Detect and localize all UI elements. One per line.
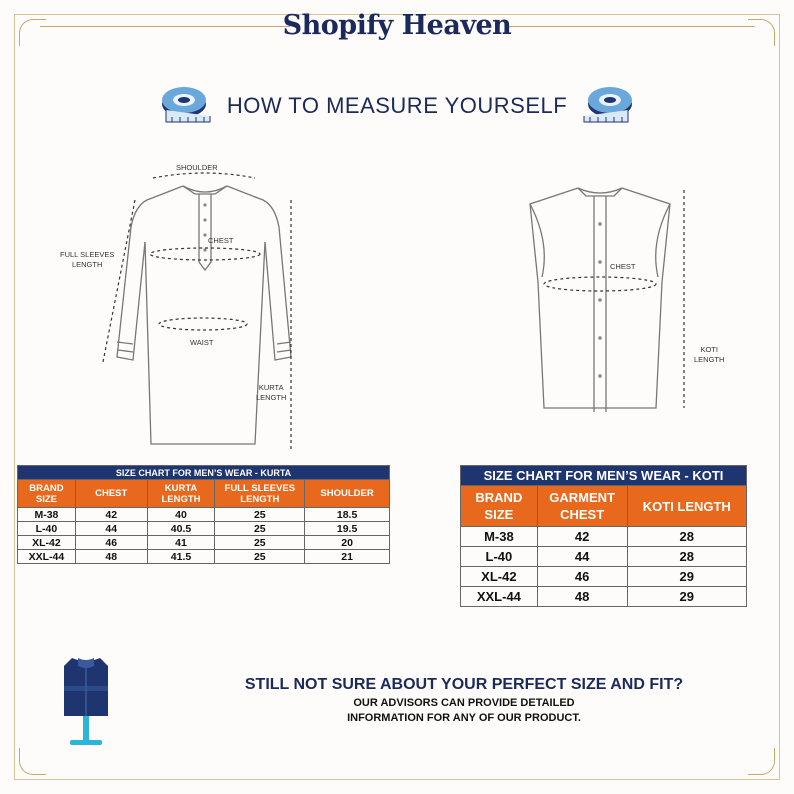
table-header: CHEST: [75, 480, 147, 508]
koti-table-caption: SIZE CHART FOR MEN’S WEAR - KOTI: [461, 466, 747, 486]
table-cell: XL-42: [461, 567, 538, 587]
corner-ornament: [19, 748, 46, 775]
table-cell: 25: [215, 536, 305, 550]
table-cell: 18.5: [305, 508, 390, 522]
table-cell: 20: [305, 536, 390, 550]
shoulder-label: SHOULDER: [176, 163, 218, 172]
table-cell: 25: [215, 522, 305, 536]
table-cell: 25: [215, 508, 305, 522]
full-sleeves-label: FULL SLEEVES LENGTH: [60, 250, 115, 269]
table-header: GARMENT CHEST: [537, 486, 627, 527]
table-cell: L-40: [461, 547, 538, 567]
table-cell: 44: [537, 547, 627, 567]
table-cell: 40: [147, 508, 215, 522]
chest-label: CHEST: [208, 236, 234, 245]
kurta-size-table: [17, 465, 390, 564]
corner-ornament: [748, 748, 775, 775]
koti-chest-label: CHEST: [610, 262, 636, 271]
table-cell: M-38: [461, 527, 538, 547]
kurta-illustration: [95, 172, 310, 462]
table-row: [461, 547, 747, 567]
measuring-tape-icon: [580, 84, 636, 130]
table-cell: L-40: [18, 522, 76, 536]
table-row: [18, 522, 390, 536]
koti-size-table: [460, 465, 747, 607]
table-header: KOTI LENGTH: [627, 486, 746, 527]
table-cell: XXL-44: [18, 550, 76, 564]
table-header: SHOULDER: [305, 480, 390, 508]
table-cell: M-38: [18, 508, 76, 522]
mannequin-vest-icon: [56, 652, 116, 752]
table-cell: 29: [627, 587, 746, 607]
table-cell: XL-42: [18, 536, 76, 550]
table-cell: 28: [627, 527, 746, 547]
help-question: STILL NOT SURE ABOUT YOUR PERFECT SIZE AND FIT?: [244, 676, 684, 693]
table-cell: 41.5: [147, 550, 215, 564]
table-row: [18, 508, 390, 522]
koti-length-label: KOTI LENGTH: [694, 345, 725, 364]
table-row: [18, 536, 390, 550]
waist-label: WAIST: [190, 338, 214, 347]
table-cell: 40.5: [147, 522, 215, 536]
table-cell: 42: [537, 527, 627, 547]
kurta-table-caption: SIZE CHART FOR MEN’S WEAR - KURTA: [18, 466, 390, 480]
table-cell: 46: [75, 536, 147, 550]
table-cell: 41: [147, 536, 215, 550]
koti-illustration: [520, 182, 695, 414]
table-header: BRAND SIZE: [18, 480, 76, 508]
help-text: OUR ADVISORS CAN PROVIDE DETAILED INFORMATION FOR ANY OF OUR PRODUCT.: [347, 697, 581, 724]
kurta-length-label: KURTA LENGTH: [256, 383, 287, 402]
table-cell: XXL-44: [461, 587, 538, 607]
table-cell: 19.5: [305, 522, 390, 536]
table-cell: 48: [75, 550, 147, 564]
table-row: [461, 527, 747, 547]
table-row: [461, 567, 747, 587]
table-cell: 48: [537, 587, 627, 607]
table-row: [461, 587, 747, 607]
table-cell: 21: [305, 550, 390, 564]
table-cell: 46: [537, 567, 627, 587]
table-cell: 29: [627, 567, 746, 587]
table-header: KURTA LENGTH: [147, 480, 215, 508]
brand-logo-text: Shopify Heaven: [282, 10, 512, 41]
table-cell: 28: [627, 547, 746, 567]
table-cell: 44: [75, 522, 147, 536]
table-cell: 42: [75, 508, 147, 522]
page-title: HOW TO MEASURE YOURSELF: [226, 93, 568, 118]
table-cell: 25: [215, 550, 305, 564]
table-row: [18, 550, 390, 564]
table-header: FULL SLEEVES LENGTH: [215, 480, 305, 508]
table-header: BRAND SIZE: [461, 486, 538, 527]
